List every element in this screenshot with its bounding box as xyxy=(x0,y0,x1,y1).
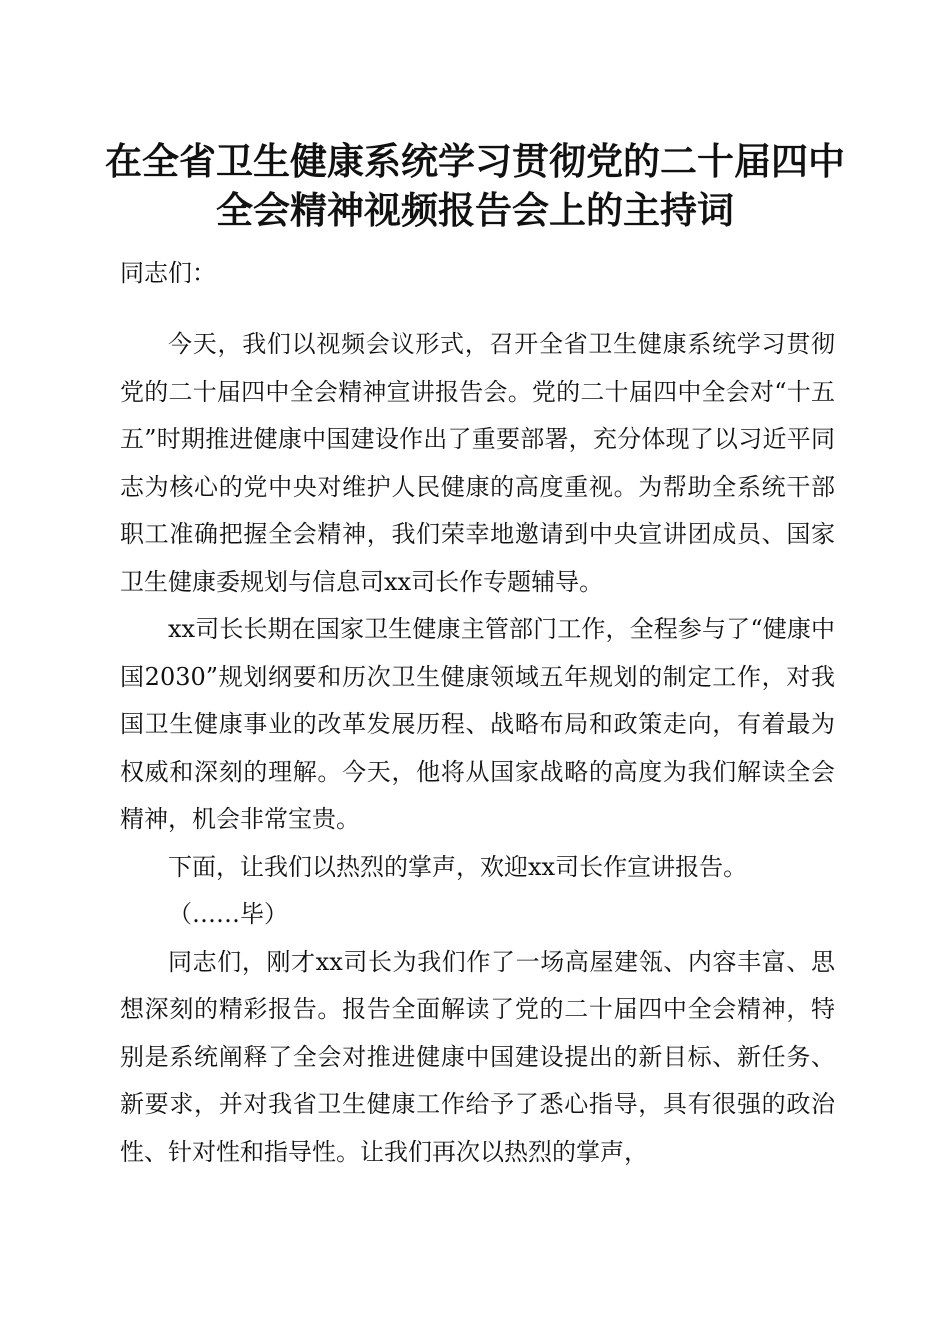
paragraph-end-note: （……毕） xyxy=(168,900,288,928)
salutation-block xyxy=(120,250,835,298)
paragraph-welcome: 下面，让我们以热烈的掌声，欢迎xx司长作宣讲报告。 xyxy=(168,852,748,881)
salutation: 同志们： xyxy=(120,259,216,287)
document-title-line-2: 全会精神视频报告会上的主持词 xyxy=(216,188,734,232)
body-paragraphs xyxy=(120,321,835,1176)
paragraph-closing: 同志们，刚才xx司长为我们作了一场高屋建瓴、内容丰富、思想深刻的精彩报告。报告全面解读了党的二十届四中全会精神，特别是系统阐释了全会对推进健康中国建设提出的新目标、新任务、新要求，并对我省卫生健康工作给予了悉心指导，具有很强的政治性、针对性和指导性。让我们再次以热烈的掌声， xyxy=(120,947,835,1166)
paragraph-opening: 今天，我们以视频会议形式，召开全省卫生健康系统学习贯彻党的二十届四中全会精神宣讲报告会。党的二十届四中全会对“十五五”时期推进健康中国建设作出了重要部署，充分体现了以习近平同志为核心的党中央对维护人民健康的高度重视。为帮助全系统干部职工准确把握全会精神，我们荣幸地邀请到中央宣讲团成员、国家卫生健康委规划与信息司xx司长作专题辅导。 xyxy=(120,330,835,596)
paragraph-speaker-intro: xx司长长期在国家卫生健康主管部门工作，全程参与了“健康中国2030”规划纲要和历次卫生健康领域五年规划的制定工作，对我国卫生健康事业的改革发展历程、战略布局和政策走向，有着最为权威和深刻的理解。今天，他将从国家战略的高度为我们解读全会精神，机会非常宝贵。 xyxy=(120,615,835,833)
document-title-line-1: 在全省卫生健康系统学习贯彻党的二十届四中 xyxy=(105,139,845,183)
